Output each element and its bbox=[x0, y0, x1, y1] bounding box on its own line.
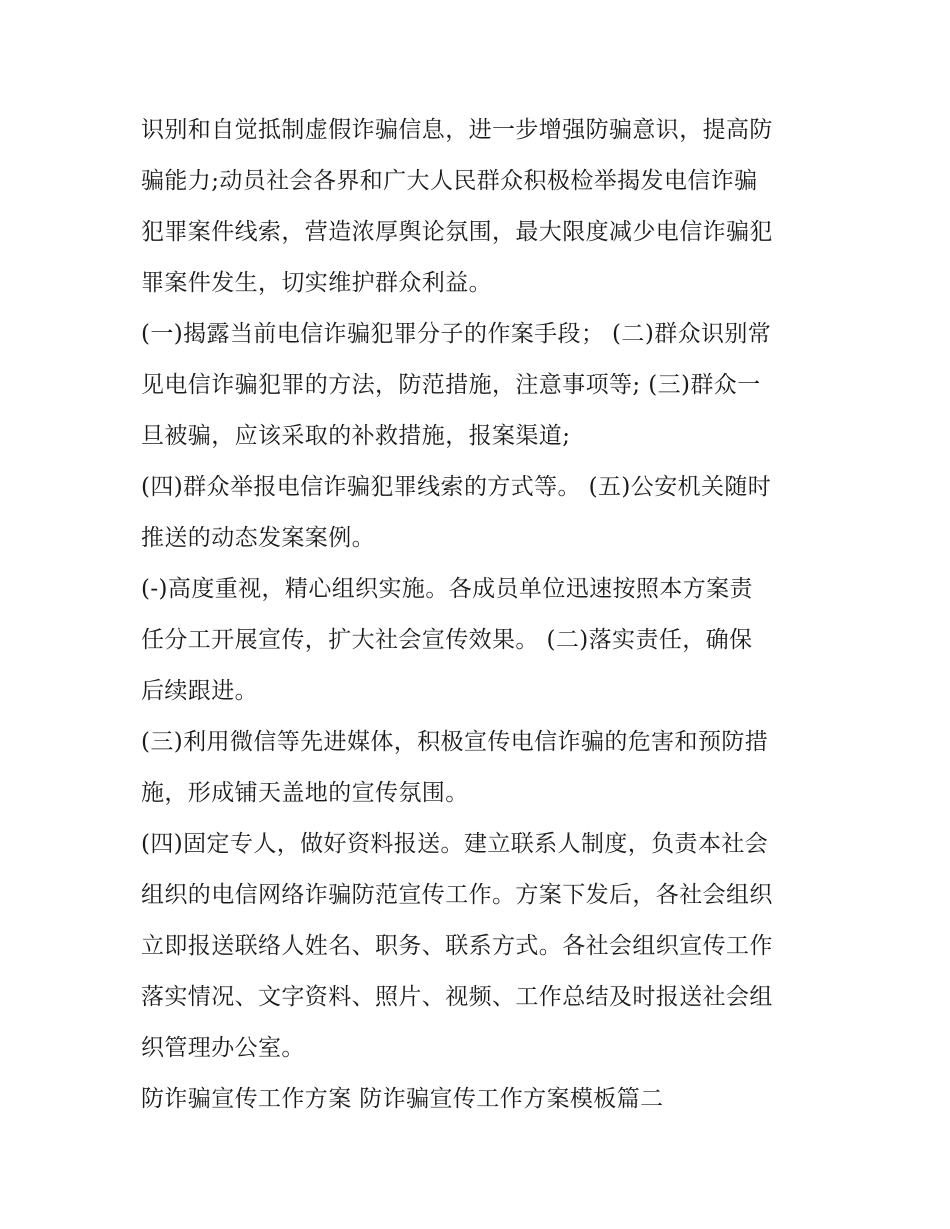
text-line: 施，形成铺天盖地的宣传氛围。 bbox=[141, 780, 469, 806]
text-line: 识别和自觉抵制虚假诈骗信息，进一步增强防骗意识，提高防 bbox=[141, 117, 773, 143]
text-line: (-)高度重视，精心组织实施。各成员单位迅速按照本方案责 bbox=[141, 576, 753, 602]
text-line: 骗能力;动员社会各界和广大人民群众积极检举揭发电信诈骗 bbox=[141, 168, 758, 194]
text-line: 旦被骗，应该采取的补救措施，报案渠道; bbox=[141, 423, 571, 449]
text-line: 落实情况、文字资料、照片、视频、工作总结及时报送社会组 bbox=[141, 984, 773, 1010]
text-line: 后续跟进。 bbox=[141, 678, 258, 704]
text-line: 立即报送联络人姓名、职务、联系方式。各社会组织宣传工作 bbox=[141, 933, 773, 959]
text-line: 组织的电信网络诈骗防范宣传工作。方案下发后，各社会组织 bbox=[141, 882, 773, 908]
text-line: (四)固定专人，做好资料报送。建立联系人制度，负责本社会 bbox=[141, 831, 769, 857]
text-line: (三)利用微信等先进媒体，积极宣传电信诈骗的危害和预防措 bbox=[141, 729, 769, 755]
document-body bbox=[141, 105, 821, 1125]
text-line: 犯罪案件线索，营造浓厚舆论氛围，最大限度减少电信诈骗犯 bbox=[141, 219, 773, 245]
text-line: 任分工开展宣传，扩大社会宣传效果。 (二)落实责任，确保 bbox=[141, 627, 753, 653]
text-line: 推送的动态发案案例。 bbox=[141, 525, 375, 551]
text-line: 见电信诈骗犯罪的方法，防范措施，注意事项等; (三)群众一 bbox=[141, 372, 761, 398]
text-line: (四)群众举报电信诈骗犯罪线索的方式等。 (五)公安机关随时 bbox=[141, 474, 772, 500]
text-line: (一)揭露当前电信诈骗犯罪分子的作案手段； (二)群众识别常 bbox=[141, 321, 772, 347]
text-line: 罪案件发生，切实维护群众利益。 bbox=[141, 270, 492, 296]
section-heading: 防诈骗宣传工作方案 防诈骗宣传工作方案模板篇二 bbox=[141, 1086, 664, 1112]
text-line: 织管理办公室。 bbox=[141, 1035, 305, 1061]
